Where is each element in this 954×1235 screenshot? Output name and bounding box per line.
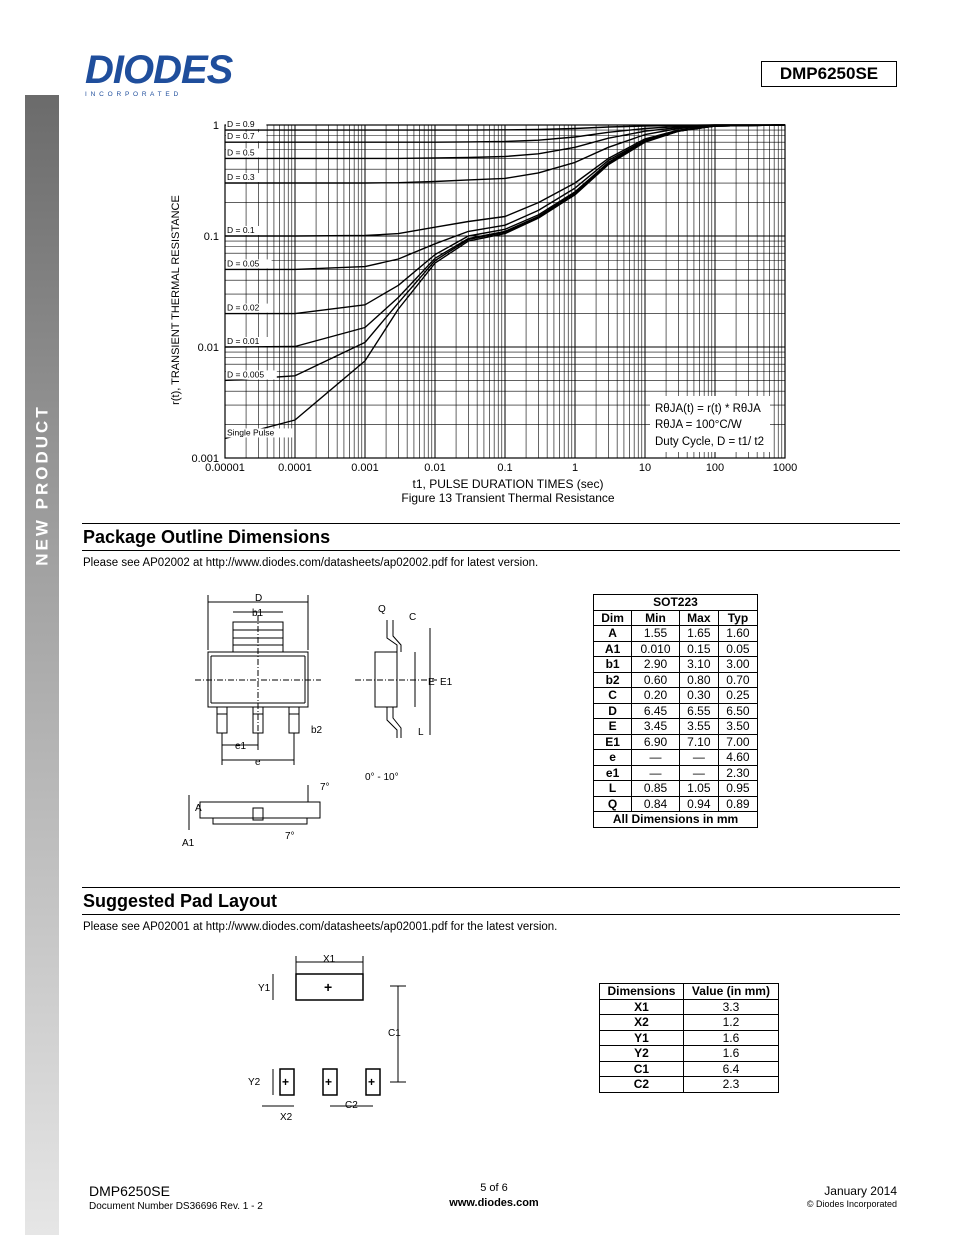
pad-row [600,999,779,1015]
sot223-cell: 3.00 [718,657,757,673]
dim-label-e1: e1 [235,741,247,752]
sot223-table-footer: All Dimensions in mm [594,812,758,828]
series-label: D = 0.9 [227,119,255,130]
pad-cell: 1.6 [683,1030,778,1046]
sot223-cell: 2.30 [718,765,757,781]
dim-label-Q: Q [378,604,386,615]
x-tick-label: 1000 [772,462,798,474]
pad-cell: Y1 [600,1030,684,1046]
part-number-box: DMP6250SE [761,61,897,87]
sot223-cell: A [594,626,632,642]
dim-label-angle-range: 0° - 10° [365,772,399,783]
sot223-cell: 0.85 [632,781,680,797]
pad-cell: C1 [600,1061,684,1077]
sidebar-label: NEW PRODUCT [32,404,52,566]
footer-copyright: © Diodes Incorporated [806,1199,897,1209]
pad-cell: X1 [600,999,684,1015]
pad-row [600,1030,779,1046]
section-rule-top [82,523,900,524]
sot223-cell: 0.80 [679,672,718,688]
sot223-cell: 0.89 [718,796,757,812]
pad-cell: 1.6 [683,1046,778,1062]
dim-label-b1: b1 [252,608,264,619]
pad-cell: 1.2 [683,1015,778,1031]
dim-label-b2: b2 [311,725,323,736]
series-label: D = 0.7 [227,131,255,142]
company-logo [85,50,265,100]
pad-section-rule-bottom [82,914,900,915]
package-outline-drawing [175,590,453,850]
pad-section-title: Suggested Pad Layout [83,891,278,911]
sot223-cell: D [594,703,632,719]
sot223-cell: 6.50 [718,703,757,719]
x-tick-label: 0.001 [351,462,379,474]
sot223-row [594,626,758,642]
legend-line-3: Duty Cycle, D = t1/ t2 [655,436,764,448]
sot223-cell: C [594,688,632,704]
sot223-cell: 1.55 [632,626,680,642]
legend-line-1: RθJA(t) = r(t) * RθJA [655,403,761,415]
dim-label-A1: A1 [182,838,195,849]
sot223-cell: 7.10 [679,734,718,750]
footer-part: DMP6250SE [89,1183,170,1199]
svg-text:+: + [324,979,333,995]
sot223-row [594,796,758,812]
sot223-cell: L [594,781,632,797]
sot223-cell: 6.55 [679,703,718,719]
pad-row [600,1015,779,1031]
sot223-cell: 0.94 [679,796,718,812]
dim-label-D: D [255,593,263,604]
sot223-row [594,765,758,781]
pad-cell: X2 [600,1015,684,1031]
series-label: D = 0.5 [227,147,255,158]
sot223-cell: E [594,719,632,735]
x-tick-label: 100 [705,462,725,474]
pad-cell: 2.3 [683,1077,778,1093]
pad-label-X2: X2 [280,1112,293,1123]
sot223-cell: 7.00 [718,734,757,750]
series-label: Single Pulse [227,427,275,438]
series-label: D = 0.02 [227,302,260,313]
footer-page: 5 of 6 [480,1182,508,1194]
pad-header-cell: Value (in mm) [683,984,778,1000]
pad-layout-drawing [240,948,420,1128]
sot223-row [594,641,758,657]
sot223-table [593,594,758,828]
dim-label-angle-bottom: 7° [285,831,295,842]
sot223-row [594,719,758,735]
pad-cell: 6.4 [683,1061,778,1077]
svg-text:+: + [282,1075,290,1089]
x-tick-label: 0.0001 [278,462,312,474]
sot223-row [594,734,758,750]
pad-row [600,1046,779,1062]
pad-table [599,983,779,1093]
sot223-cell: E1 [594,734,632,750]
pad-label-C2: C2 [345,1100,358,1111]
sot223-cell: 0.30 [679,688,718,704]
sot223-table-title: SOT223 [594,595,758,611]
sot223-cell: 0.20 [632,688,680,704]
sot223-cell: 4.60 [718,750,757,766]
chart-xlabel: t1, PULSE DURATION TIMES (sec) [412,477,604,491]
dim-label-E1: E1 [440,677,453,688]
pad-cell: Y2 [600,1046,684,1062]
chart-ylabel: r(t), TRANSIENT THERMAL RESISTANCE [170,195,182,405]
sot223-cell: — [632,750,680,766]
x-tick-label: 10 [638,462,652,474]
sot223-cell: 6.45 [632,703,680,719]
pad-note: Please see AP02001 at http://www.diodes.com/datasheets/ap02001.pdf for the latest version. [83,921,558,933]
footer-doc-number: Document Number DS36696 Rev. 1 - 2 [89,1201,263,1212]
series-label: D = 0.005 [227,369,265,380]
sot223-row [594,703,758,719]
sot223-cell: 3.55 [679,719,718,735]
sot223-cell: 6.90 [632,734,680,750]
sot223-cell: — [679,750,718,766]
pad-header-cell: Dimensions [600,984,684,1000]
dim-label-e: e [255,757,261,768]
x-tick-label: 0.1 [497,462,513,474]
logo-wordmark: DIODES [85,48,233,92]
sot223-cell: 2.90 [632,657,680,673]
pad-label-C1: C1 [388,1028,401,1039]
sot223-row [594,672,758,688]
y-tick-label: 0.001 [191,453,219,465]
sot223-row [594,657,758,673]
sot223-cell: b1 [594,657,632,673]
sot223-cell: 0.05 [718,641,757,657]
thermal-chart [160,110,820,510]
pad-label-Y2: Y2 [248,1077,261,1088]
sot223-header-cell: Max [679,610,718,626]
sot223-row [594,750,758,766]
sot223-cell: A1 [594,641,632,657]
logo-subtext: I N C O R P O R A T E D [85,91,180,98]
pad-row [600,1061,779,1077]
sot223-cell: 0.70 [718,672,757,688]
package-note: Please see AP02002 at http://www.diodes.com/datasheets/ap02002.pdf for latest version. [83,557,539,569]
series-label: D = 0.1 [227,225,255,235]
sidebar-band [25,95,59,1235]
footer-url[interactable]: www.diodes.com [449,1197,539,1209]
pad-cell: C2 [600,1077,684,1093]
sot223-header-cell: Dim [594,610,632,626]
dim-label-L: L [418,727,424,738]
figure-caption: Figure 13 Transient Thermal Resistance [401,491,615,505]
dim-label-angle-top: 7° [320,782,330,793]
sot223-cell: e1 [594,765,632,781]
y-tick-label: 1 [212,120,219,132]
dim-label-C: C [409,612,417,623]
sot223-row [594,688,758,704]
y-tick-label: 0.01 [197,342,219,354]
svg-text:+: + [325,1075,333,1089]
svg-text:+: + [368,1075,376,1089]
sot223-cell: e [594,750,632,766]
legend-line-2: RθJA = 100°C/W [655,419,742,431]
sot223-cell: 3.10 [679,657,718,673]
sot223-cell: Q [594,796,632,812]
x-tick-label: 1 [571,462,579,474]
y-tick-label: 0.1 [203,231,219,243]
sot223-cell: 0.60 [632,672,680,688]
sot223-cell: b2 [594,672,632,688]
pad-row [600,1077,779,1093]
x-tick-label: 0.01 [424,462,446,474]
sot223-header-cell: Typ [718,610,757,626]
sot223-cell: 1.05 [679,781,718,797]
section-rule-bottom [82,550,900,551]
sot223-cell: — [679,765,718,781]
sot223-cell: 0.25 [718,688,757,704]
sot223-row [594,781,758,797]
footer-date: January 2014 [824,1184,897,1198]
dim-label-A: A [195,803,202,814]
sot223-cell: 3.45 [632,719,680,735]
pad-section-rule-top [82,887,900,888]
series-label: D = 0.3 [227,172,255,183]
pad-label-X1: X1 [323,954,336,965]
dim-label-E: E [428,677,435,688]
x-tick-label: 0.00001 [205,462,245,474]
sot223-cell: 0.95 [718,781,757,797]
package-section-title: Package Outline Dimensions [83,527,331,547]
sot223-cell: 0.010 [632,641,680,657]
series-label: D = 0.05 [227,258,260,269]
chart-series-labels [226,119,292,437]
sot223-cell: 0.84 [632,796,680,812]
sot223-cell: 1.65 [679,626,718,642]
sot223-cell: — [632,765,680,781]
pad-label-Y1: Y1 [258,983,271,994]
sot223-cell: 3.50 [718,719,757,735]
series-label: D = 0.01 [227,336,260,346]
sot223-cell: 0.15 [679,641,718,657]
sot223-cell: 1.60 [718,626,757,642]
sot223-header-cell: Min [632,610,680,626]
pad-cell: 3.3 [683,999,778,1015]
